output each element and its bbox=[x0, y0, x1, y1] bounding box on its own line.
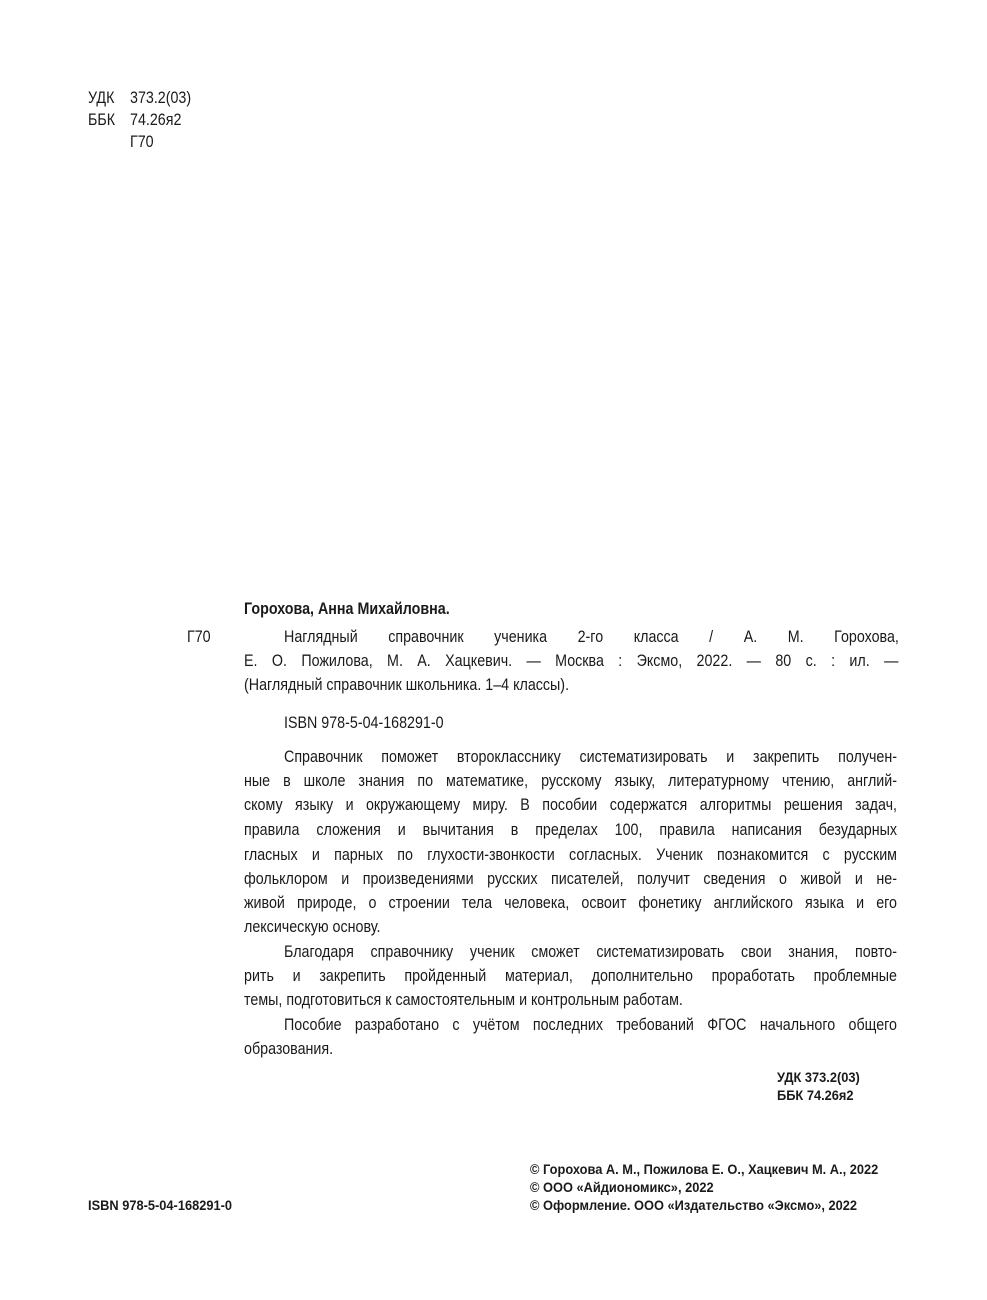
record-isbn: ISBN 978-5-04-168291-0 bbox=[284, 713, 444, 732]
description-line: Наглядный справочник ученика 2-го класса / А. М. Горохова, bbox=[284, 627, 899, 646]
annotation-line: фольклором и произведениями русских писателей, получит сведения о живой и не- bbox=[244, 869, 897, 888]
annotation-line: Пособие разработано с учётом последних требований ФГОС начального общего bbox=[284, 1015, 897, 1034]
annotation-line: правила сложения и вычитания в пределах 100, правила написания безударных bbox=[244, 820, 897, 839]
udk-label: УДК bbox=[88, 88, 115, 107]
annotation-line: лексическую основу. bbox=[244, 917, 381, 936]
copyright-line: © ООО «Айдиономикс», 2022 bbox=[530, 1180, 714, 1195]
annotation-line: скому языку и окружающему миру. В пособии содержатся алгоритмы решения задач, bbox=[244, 795, 897, 814]
copyright-line: © Оформление. ООО «Издательство «Эксмо», 2022 bbox=[530, 1198, 858, 1213]
description-line: Е. О. Пожилова, М. А. Хацкевич. — Москва : Эксмо, 2022. — 80 с. : ил. — bbox=[244, 651, 899, 670]
annotation-line: темы, подготовиться к самостоятельным и контрольным работам. bbox=[244, 990, 683, 1009]
footer-udk: УДК 373.2(03) bbox=[777, 1070, 860, 1085]
record-author-sign: Г70 bbox=[187, 627, 211, 646]
annotation-line: образования. bbox=[244, 1039, 334, 1058]
udk-value: 373.2(03) bbox=[130, 88, 192, 107]
annotation-line: Благодаря справочнику ученик сможет систематизировать свои знания, повто- bbox=[284, 942, 897, 961]
annotation-line: гласных и парных по глухости-звонкости согласных. Ученик познакомится с русским bbox=[244, 845, 897, 864]
annotation-line: живой природе, о строении тела человека, освоит фонетику английского языка и его bbox=[244, 893, 897, 912]
bbk-value: 74.26я2 bbox=[130, 110, 182, 129]
annotation-line: Справочник поможет второкласснику систематизировать и закрепить получен- bbox=[284, 747, 897, 766]
author-heading: Горохова, Анна Михайловна. bbox=[244, 599, 450, 618]
annotation-line: ные в школе знания по математике, русскому языку, литературному чтению, англий- bbox=[244, 771, 897, 790]
annotation-line: рить и закрепить пройденный материал, дополнительно проработать проблемные bbox=[244, 966, 897, 985]
description-line: (Наглядный справочник школьника. 1–4 классы). bbox=[244, 675, 570, 694]
author-sign: Г70 bbox=[130, 132, 154, 151]
footer-isbn: ISBN 978-5-04-168291-0 bbox=[88, 1198, 233, 1213]
bbk-label: ББК bbox=[88, 110, 116, 129]
footer-bbk: ББК 74.26я2 bbox=[777, 1088, 854, 1103]
copyright-line: © Горохова А. М., Пожилова Е. О., Хацкевич М. А., 2022 bbox=[530, 1162, 879, 1177]
